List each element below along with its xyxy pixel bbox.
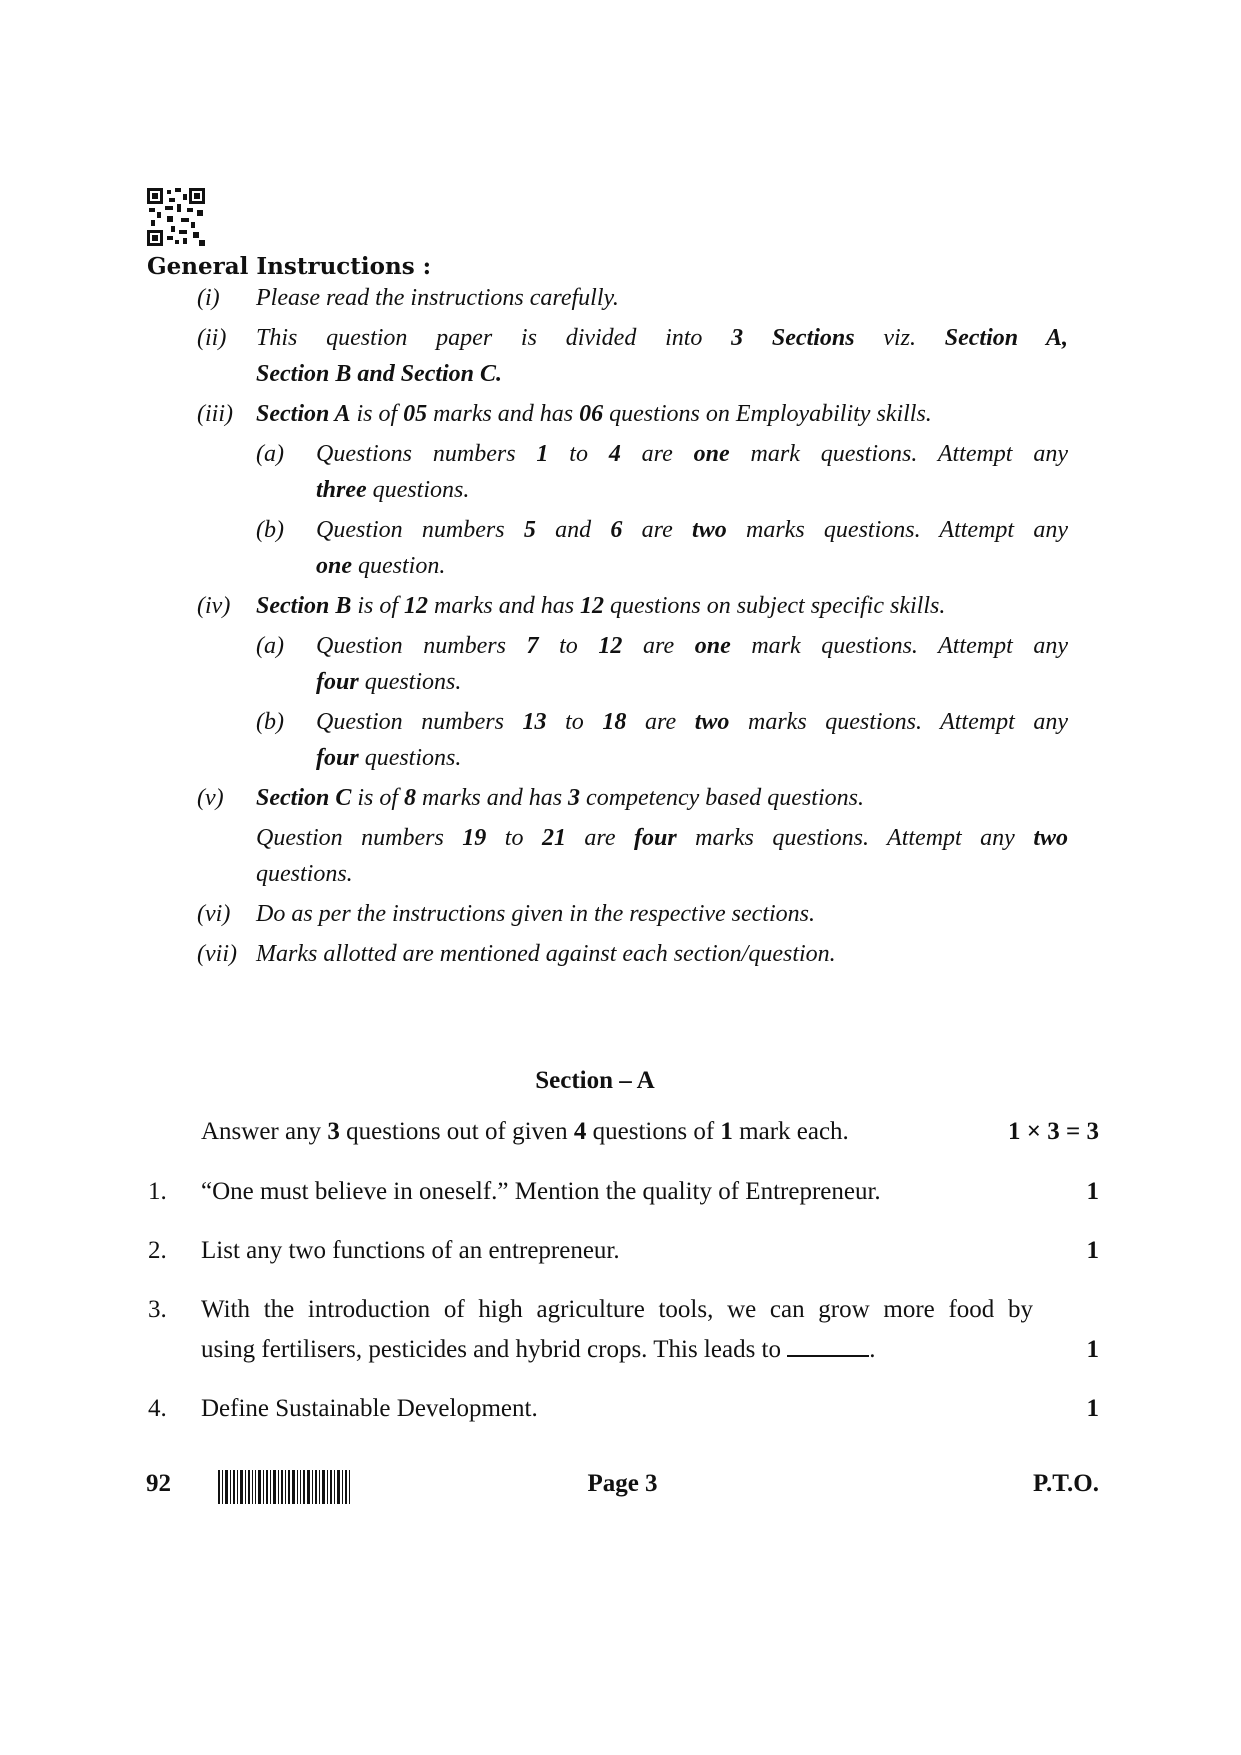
question-number: 4. (148, 1395, 167, 1422)
sub-instruction-text: three questions. (316, 477, 470, 503)
sub-instruction-text: one question. (316, 553, 446, 579)
page-number: Page 3 (587, 1470, 658, 1497)
general-instructions-heading: General Instructions : (147, 253, 432, 280)
question-marks: 1 (1086, 1336, 1099, 1363)
sub-instruction-text: Question numbers 5 and 6 are two marks questions. Attempt any (316, 517, 1069, 543)
paper-code: 92 (146, 1470, 171, 1497)
instruction-text: Section B is of 12 marks and has 12 questions on subject specific skills. (256, 593, 946, 619)
qr-code-icon (147, 188, 205, 246)
instruction-number: (ii) (197, 325, 227, 351)
instruction-text: Section A is of 05 marks and has 06 questions on Employability skills. (256, 401, 932, 427)
pto-label: P.T.O. (1033, 1470, 1099, 1497)
instruction-text: Please read the instructions carefully. (256, 285, 619, 311)
instruction-number: (v) (197, 785, 224, 811)
instruction-text: Section C is of 8 marks and has 3 competency based questions. (256, 785, 864, 811)
instruction-text: Question numbers 19 to 21 are four marks questions. Attempt any two (256, 825, 1069, 851)
instruction-text: Marks allotted are mentioned against each section/question. (256, 941, 836, 967)
question-marks: 1 (1086, 1237, 1099, 1264)
sub-instruction-text: Question numbers 7 to 12 are one mark questions. Attempt any (316, 633, 1068, 659)
question-text: using fertilisers, pesticides and hybrid crops. This leads to . (201, 1336, 876, 1363)
sub-instruction-text: Questions numbers 1 to 4 are one mark questions. Attempt any (316, 441, 1068, 467)
instruction-number: (vii) (197, 941, 237, 967)
instruction-number: (iii) (197, 401, 233, 427)
instruction-text: Do as per the instructions given in the respective sections. (256, 901, 815, 927)
question-number: 3. (148, 1296, 167, 1323)
sub-instruction-letter: (a) (256, 633, 284, 659)
instruction-number: (i) (197, 285, 220, 311)
instruction-text: Section B and Section C. (256, 361, 503, 387)
instruction-number: (vi) (197, 901, 231, 927)
instruction-number: (iv) (197, 593, 231, 619)
section-a-title: Section – A (535, 1067, 655, 1094)
section-a-marks: 1 × 3 = 3 (1008, 1118, 1099, 1145)
sub-instruction-letter: (a) (256, 441, 284, 467)
sub-instruction-text: Question numbers 13 to 18 are two marks questions. Attempt any (316, 709, 1069, 735)
sub-instruction-text: four questions. (316, 669, 462, 695)
instruction-text: This question paper is divided into 3 Sections viz. Section A, (256, 325, 1068, 351)
question-number: 2. (148, 1237, 167, 1264)
sub-instruction-letter: (b) (256, 517, 284, 543)
question-text: List any two functions of an entrepreneur. (201, 1237, 620, 1264)
sub-instruction-letter: (b) (256, 709, 284, 735)
question-marks: 1 (1086, 1178, 1099, 1205)
instruction-text: questions. (256, 861, 353, 887)
fill-in-blank (787, 1335, 869, 1357)
sub-instruction-text: four questions. (316, 745, 462, 771)
question-marks: 1 (1086, 1395, 1099, 1422)
question-text: Define Sustainable Development. (201, 1395, 538, 1422)
section-a-intro: Answer any 3 questions out of given 4 questions of 1 mark each. (201, 1118, 849, 1145)
question-text: With the introduction of high agriculture tools, we can grow more food by (201, 1296, 1033, 1323)
question-text: “One must believe in oneself.” Mention the quality of Entrepreneur. (201, 1178, 881, 1205)
question-number: 1. (148, 1178, 167, 1205)
